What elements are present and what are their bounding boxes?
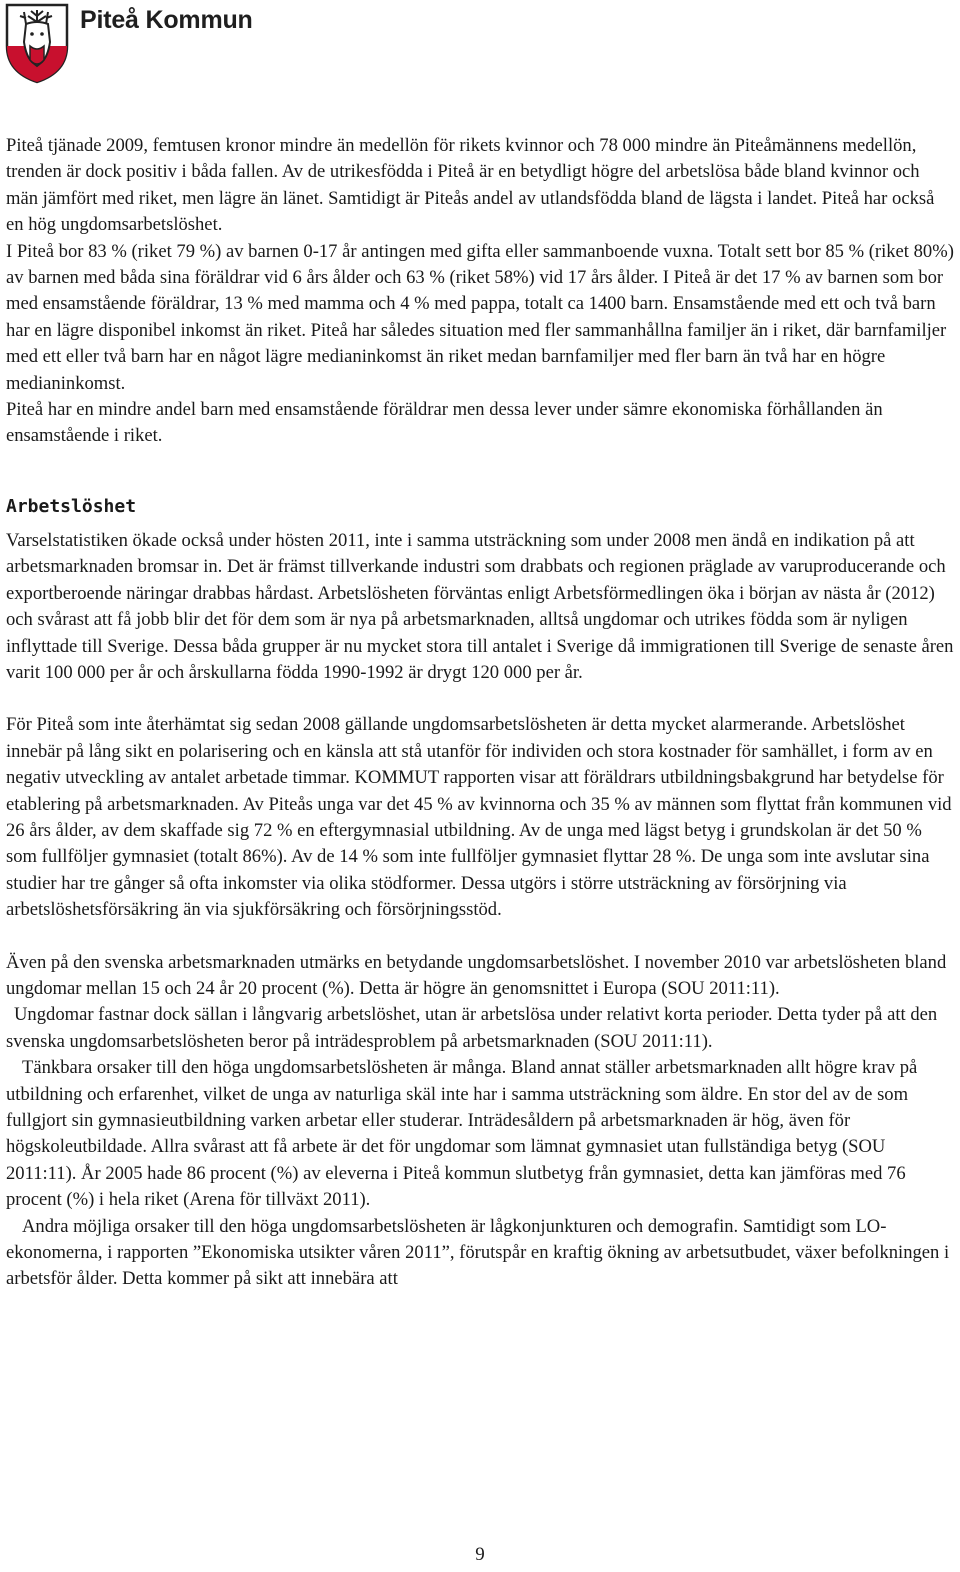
paragraph: Varselstatistiken ökade också under hösten 2011, inte i samma utsträckning som under 2008 men ändå en indikation på att arbetsmarknaden bromsar in. Det är främst tillverkande industri som drabbats och regionen präglade av varuproducerande och exportberoende näringar drabbas hårdast. Arbetslösheten förväntas enligt Arbetsförmedlingen öka i början av nästa år (2012) och svårast att få jobb blir det för dem som är nya på arbetsmarknaden, alltså ungdomar och utrikes födda som är nyligen inflyttade till Sverige. Dessa båda grupper är nu mycket stora till antalet i Sverige då immigrationen till Sverige de senaste åren varit 100 000 per år och årskullarna födda 1990-1992 är drygt 120 000 per år. [6, 529, 954, 683]
section-heading: Arbetslöshet [6, 495, 137, 517]
paragraph: Tänkbara orsaker till den höga ungdomsarbetslösheten är många. Bland annat ställer arbetsmarknaden allt högre krav på utbildning och erfarenhet, vilket de unga av naturliga skäl inte har i samma utsträckning som äldre. En stor del av de som fullgjort sin gymnasieutbildning varken arbetar eller studerar. Inträdesåldern på arbetsmarknaden är hög, även för högskoleutbildade. Allra svårast att få arbete är det för ungdomar som lämnat gymnasiet utan fullständiga betyg (SOU 2011:11). År 2005 hade 86 procent (%) av eleverna i Piteå kommun slutbetyg från gymnasiet, detta kan jämföras med 76 procent (%) i hela riket (Arena för tillväxt 2011). [6, 1057, 918, 1211]
paragraph: Ungdomar fastnar dock sällan i långvarig arbetslöshet, utan är arbetslösa under relativt korta perioder. Detta tyder på att den svenska ungdomsarbetslösheten beror på inträdesproblem på arbetsmarknaden (SOU 2011:11). [6, 1004, 938, 1052]
paragraph: Piteå tjänade 2009, femtusen kronor mindre än medellön för rikets kvinnor och 78 000 mindre än Piteåmännens medellön, trenden är dock positiv i båda fallen. Av de utrikesfödda i Piteå är en betydligt högre del arbetslösa både bland kvinnor och män jämfört med riket, men lägre än länet. Samtidigt är Piteås andel av utlandsfödda bland de lägsta i landet. Piteå har också en hög ungdomsarbetslöshet. [6, 135, 935, 236]
paragraph: För Piteå som inte återhämtat sig sedan 2008 gällande ungdomsarbetslösheten är detta mycket alarmerande. Arbetslöshet innebär på lång sikt en polarisering och en känsla att stå utanför för individen och stora kostnader för samhället, i form av en negativ utveckling av antalet arbetade timmar. KOMMUT rapporten visar att föräldrars utbildningsbakgrund har betydelse för etablering på arbetsmarknaden. Av Piteås unga var det 45 % av kvinnorna och 35 % av männen som flyttat från kommunen vid 26 års ålder, av dem skaffade sig 72 % en eftergymnasial utbildning. Av de unga med lägst betyg i grundskolan är det 50 % som fullföljer gymnasiet (totalt 86%). Av de 14 % som inte fullföljer gymnasiet flyttar 28 %. De unga som inte avslutar sina studier har tre gånger så ofta inkomster via olika stödformer. Dessa utgörs i större utsträckning av försörjning via arbetslöshetsförsäkring än via sjukförsäkring och försörjningsstöd. [6, 714, 952, 921]
reindeer-coat-of-arms-icon [4, 2, 70, 84]
paragraph: Andra möjliga orsaker till den höga ungdomsarbetslösheten är lågkonjunkturen och demografin. Samtidigt som LO-ekonomerna, i rapporten ”Ekonomiska utsikter våren 2011”, förutspår en kraftig ökning av arbetsutbudet, växer befolkningen i arbetsför ålder. Detta kommer på sikt att innebära att [6, 1215, 950, 1290]
page-number: 9 [475, 1544, 485, 1565]
page-header [4, 2, 253, 86]
paragraph: I Piteå bor 83 % (riket 79 %) av barnen 0-17 år antingen med gifta eller sammanboende vuxna. Totalt sett bor 85 % (riket 80%) av barnen med båda sina föräldrar vid 6 års ålder och 63 % (riket 58%) vid 17 års ålder. I Piteå är det 17 % av barnen som bor med ensamstående föräldrar, 13 % med mamma och 4 % med pappa, totalt ca 1400 barn. Ensamstående med ett och två barn har en lägre disponibel inkomst än riket. Piteå har således situation med fler sammanhållna familjer än i riket, där barnfamiljer med ett eller två barn har en något lägre medianinkomst än riket medan barnfamiljer med fler barn än två har en högre medianinkomst. [6, 240, 954, 394]
paragraph: Piteå har en mindre andel barn med ensamstående föräldrar men dessa lever under sämre ekonomiska förhållanden än ensamstående i riket. [6, 399, 883, 447]
paragraph: Även på den svenska arbetsmarknaden utmärks en betydande ungdomsarbetslöshet. I november 2010 var arbetslösheten bland ungdomar mellan 15 och 24 år 20 procent (%). Detta är högre än genomsnittet i Europa (SOU 2011:11). [6, 951, 947, 999]
document-body [6, 133, 956, 1293]
organization-name: Piteå Kommun [80, 6, 253, 34]
